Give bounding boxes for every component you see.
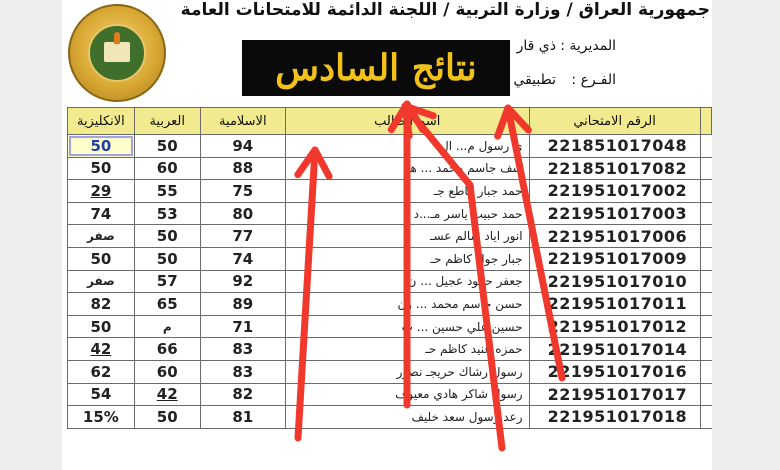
row-edge-cell (700, 270, 711, 293)
row-edge-cell (700, 247, 711, 270)
arabic-grade-cell: 57 (134, 270, 200, 293)
table-row (68, 202, 712, 225)
row-edge-cell (700, 315, 711, 338)
islamic-grade-cell: 74 (200, 247, 285, 270)
islamic-grade-cell: 82 (200, 383, 285, 406)
islamic-grade-cell: 77 (200, 225, 285, 248)
exam-number-cell: 221951017009 (529, 247, 700, 270)
english-grade-cell: 50 (68, 247, 135, 270)
english-grade-cell: 42 (68, 338, 135, 361)
table-row (68, 225, 712, 248)
table-row (68, 135, 712, 158)
islamic-grade-cell: 94 (200, 135, 285, 158)
row-edge-cell (700, 135, 711, 158)
islamic-grade-cell: 92 (200, 270, 285, 293)
row-edge-cell (700, 202, 711, 225)
student-name-cell: رعد رسول سعد خليف (285, 406, 529, 429)
table-row (68, 406, 712, 429)
english-grade-cell: 50 (68, 315, 135, 338)
english-grade-cell: 54 (68, 383, 135, 406)
arabic-grade-cell: م (134, 315, 200, 338)
col-header-english: الانكليزية (68, 108, 135, 135)
table-row (68, 157, 712, 180)
english-grade-cell: 50 (68, 157, 135, 180)
table-row (68, 247, 712, 270)
table-row (68, 293, 712, 316)
col-header-arabic: العربية (134, 108, 200, 135)
english-grade-cell: صفر (68, 225, 135, 248)
row-edge-cell (700, 360, 711, 383)
exam-number-cell: 221951017014 (529, 338, 700, 361)
arabic-grade-cell: 50 (134, 406, 200, 429)
results-table (67, 107, 712, 429)
exam-number-cell: 221951017017 (529, 383, 700, 406)
exam-number-cell: 221951017006 (529, 225, 700, 248)
student-name-cell: حمد حبيب ياسر مـ...د (285, 202, 529, 225)
ministry-logo-icon (68, 4, 166, 102)
exam-number-cell: 221851017048 (529, 135, 700, 158)
col-header-exam-number: الرقم الامتحاني (529, 108, 700, 135)
english-grade-cell: صفر (68, 270, 135, 293)
row-edge-cell (700, 293, 711, 316)
islamic-grade-cell: 80 (200, 202, 285, 225)
col-header-edge (700, 108, 711, 135)
directorate-value: ذي قار (516, 38, 556, 54)
student-name-cell: حسين علي حسين ... ب (285, 315, 529, 338)
english-grade-cell: 62 (68, 360, 135, 383)
branch-value: تطبيقي (513, 72, 556, 88)
table-header-row (68, 108, 712, 135)
col-header-student-name: اسم الطالب (285, 108, 529, 135)
exam-number-cell: 221951017018 (529, 406, 700, 429)
student-name-cell: حمزه عنيد كاظم حـ (285, 338, 529, 361)
row-edge-cell (700, 338, 711, 361)
islamic-grade-cell: 81 (200, 406, 285, 429)
col-header-islamic: الاسلامية (200, 108, 285, 135)
row-edge-cell (700, 225, 711, 248)
islamic-grade-cell: 88 (200, 157, 285, 180)
islamic-grade-cell: 89 (200, 293, 285, 316)
arabic-grade-cell: 60 (134, 157, 200, 180)
table-row (68, 180, 712, 203)
table-row (68, 270, 712, 293)
student-name-cell: سف جاسم محمد ... هد (285, 157, 529, 180)
directorate-label: المديرية : (560, 38, 616, 54)
student-name-cell: جعفر حمود عجيل ... ن (285, 270, 529, 293)
exam-number-cell: 221951017016 (529, 360, 700, 383)
islamic-grade-cell: 83 (200, 360, 285, 383)
english-grade-cell: 50 (68, 135, 135, 158)
exam-number-cell: 221951017010 (529, 270, 700, 293)
table-row (68, 360, 712, 383)
islamic-grade-cell: 83 (200, 338, 285, 361)
arabic-grade-cell: 50 (134, 247, 200, 270)
results-banner: نتائج السادس (242, 40, 510, 96)
arabic-grade-cell: 42 (134, 383, 200, 406)
student-name-cell: رسول شاكر هادي معيوف (285, 383, 529, 406)
exam-number-cell: 221951017002 (529, 180, 700, 203)
exam-number-cell: 221951017003 (529, 202, 700, 225)
english-grade-cell: 74 (68, 202, 135, 225)
arabic-grade-cell: 65 (134, 293, 200, 316)
row-edge-cell (700, 157, 711, 180)
results-sheet (62, 0, 712, 470)
header-title: جمهورية العراق / وزارة التربية / اللجنة الدائمة للامتحانات العامة (180, 0, 710, 20)
arabic-grade-cell: 50 (134, 135, 200, 158)
english-grade-cell: 29 (68, 180, 135, 203)
english-grade-cell: 82 (68, 293, 135, 316)
table-row (68, 338, 712, 361)
student-name-cell: حسن جاسم محمد ... ون (285, 293, 529, 316)
table-row (68, 315, 712, 338)
student-name-cell: حمد جبار كاطع جـ (285, 180, 529, 203)
row-edge-cell (700, 180, 711, 203)
exam-number-cell: 221851017082 (529, 157, 700, 180)
arabic-grade-cell: 66 (134, 338, 200, 361)
english-grade-cell: 15% (68, 406, 135, 429)
student-name-cell: انور اياد سالم عسـ (285, 225, 529, 248)
arabic-grade-cell: 53 (134, 202, 200, 225)
student-name-cell: ي رسول م... ال (285, 135, 529, 158)
arabic-grade-cell: 55 (134, 180, 200, 203)
arabic-grade-cell: 60 (134, 360, 200, 383)
arabic-grade-cell: 50 (134, 225, 200, 248)
row-edge-cell (700, 406, 711, 429)
islamic-grade-cell: 71 (200, 315, 285, 338)
exam-number-cell: 221951017012 (529, 315, 700, 338)
islamic-grade-cell: 75 (200, 180, 285, 203)
table-row (68, 383, 712, 406)
exam-number-cell: 221951017011 (529, 293, 700, 316)
student-name-cell: رسول رشاك حريجـ نصور (285, 360, 529, 383)
row-edge-cell (700, 383, 711, 406)
student-name-cell: جبار جواد كاظم حـ (285, 247, 529, 270)
branch-label: الفـرع : (571, 72, 616, 88)
